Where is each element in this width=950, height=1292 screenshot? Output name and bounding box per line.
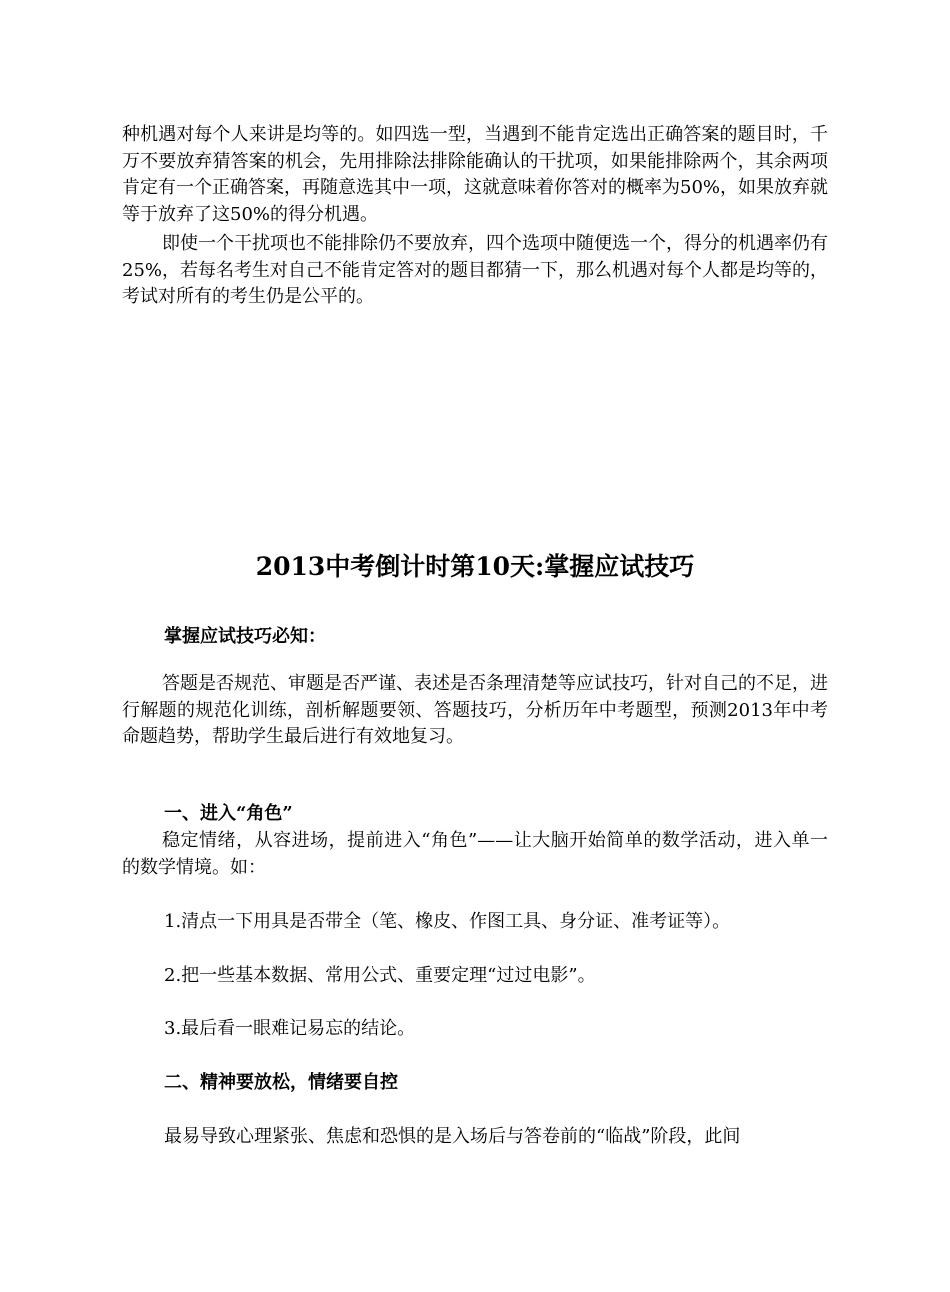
list-item-2: 2.把一些基本数据、常用公式、重要定理“过过电影”。	[164, 965, 596, 986]
section-2-heading: 二、精神要放松，情绪要自控	[164, 1072, 398, 1093]
article-title: 2013中考倒计时第10天:掌握应试技巧	[255, 552, 695, 581]
continuation-paragraph-2: 即使一个干扰项也不能排除仍不要放弃，四个选项中随便选一个，得分的机遇率仍有25%，若每名考生对自己不能肯定答对的题目都猜一下，那么机遇对每个人都是均等的，考试对所有的考生仍是公平的。	[122, 233, 829, 307]
section-1-body: 稳定情绪，从容进场，提前进入“角色”——让大脑开始简单的数学活动，进入单一的数学情境。如：	[122, 830, 828, 878]
list-item-3: 3.最后看一眼难记易忘的结论。	[164, 1018, 416, 1039]
section-2-body: 最易导致心理紧张、焦虑和恐惧的是入场后与答卷前的“临战”阶段，此间	[164, 1126, 741, 1147]
intro-paragraph: 答题是否规范、审题是否严谨、表述是否条理清楚等应试技巧，针对自己的不足，进行解题的规范化训练，剖析解题要领、答题技巧，分析历年中考题型，预测2013年中考命题趋势，帮助学生最后进行有效地复习。	[122, 673, 828, 747]
subheading: 掌握应试技巧必知：	[164, 626, 326, 647]
section-1-heading: 一、进入“角色”	[164, 803, 293, 824]
continuation-paragraph-1: 种机遇对每个人来讲是均等的。如四选一型，当遇到不能肯定选出正确答案的题目时，千万不要放弃猜答案的机会，先用排除法排除能确认的干扰项，如果能排除两个，其余两项肯定有一个正确答案，再随意选其中一项，这就意味着你答对的概率为50%，如果放弃就等于放弃了这50%的得分机遇。	[122, 124, 829, 225]
list-item-1: 1.清点一下用具是否带全（笔、橡皮、作图工具、身分证、准考证等）。	[164, 911, 731, 932]
